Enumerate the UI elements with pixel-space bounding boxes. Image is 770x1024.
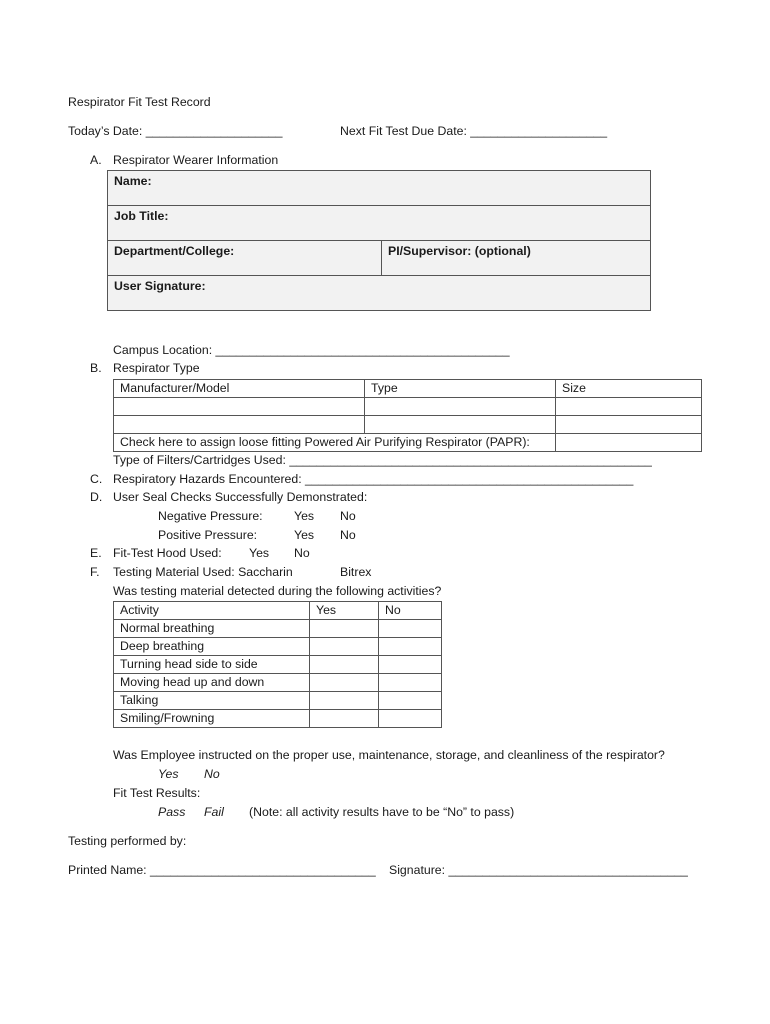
- table-row: [114, 620, 442, 638]
- column-header: Manufacturer/Model: [114, 380, 365, 398]
- hazards-field[interactable]: Respiratory Hazards Encountered: ________________________________________________: [113, 472, 634, 486]
- activity-yes-cell[interactable]: [310, 656, 379, 674]
- user-signature-label: User Signature:: [114, 279, 206, 293]
- section-a-letter: A.: [90, 153, 102, 167]
- activity-yes-cell[interactable]: [310, 638, 379, 656]
- fit-test-results-label: Fit Test Results:: [113, 786, 201, 800]
- user-signature-field[interactable]: [108, 276, 651, 311]
- supervisor-label: PI/Supervisor: (optional): [388, 244, 531, 258]
- positive-pressure-label: Positive Pressure:: [158, 528, 258, 542]
- respirator-type-table: [113, 379, 702, 452]
- table-header-row: [114, 380, 702, 398]
- instructed-no-option[interactable]: No: [204, 767, 220, 781]
- column-header: Yes: [310, 602, 379, 620]
- section-f-letter: F.: [90, 565, 100, 579]
- activity-label: Smiling/Frowning: [114, 710, 310, 728]
- filters-field[interactable]: Type of Filters/Cartridges Used: _____________________________________________________: [113, 453, 652, 467]
- detection-question: Was testing material detected during the following activities?: [113, 584, 442, 598]
- table-header-row: [114, 602, 442, 620]
- table-row: [114, 692, 442, 710]
- section-c-letter: C.: [90, 472, 103, 486]
- activity-yes-cell[interactable]: [310, 620, 379, 638]
- size-cell[interactable]: [556, 416, 702, 434]
- positive-yes-option[interactable]: Yes: [294, 528, 315, 542]
- table-row: [114, 710, 442, 728]
- todays-date-field[interactable]: Today’s Date: ____________________: [68, 124, 283, 138]
- manufacturer-cell[interactable]: [114, 398, 365, 416]
- activity-no-cell[interactable]: [379, 674, 442, 692]
- column-header: Type: [365, 380, 556, 398]
- fail-option[interactable]: Fail: [204, 805, 224, 819]
- activity-label: Normal breathing: [114, 620, 310, 638]
- section-b-letter: B.: [90, 361, 102, 375]
- manufacturer-cell[interactable]: [114, 416, 365, 434]
- hood-no-option[interactable]: No: [294, 546, 310, 560]
- activity-yes-cell[interactable]: [310, 674, 379, 692]
- pass-note: (Note: all activity results have to be “No” to pass): [249, 805, 515, 819]
- hood-yes-option[interactable]: Yes: [249, 546, 270, 560]
- activity-label: Moving head up and down: [114, 674, 310, 692]
- papr-label: Check here to assign loose fitting Powered Air Purifying Respirator (PAPR):: [114, 434, 556, 452]
- activity-no-cell[interactable]: [379, 656, 442, 674]
- seal-checks-heading: User Seal Checks Successfully Demonstrated:: [113, 490, 368, 504]
- size-cell[interactable]: [556, 398, 702, 416]
- activity-no-cell[interactable]: [379, 710, 442, 728]
- section-b-heading: Respirator Type: [113, 361, 200, 375]
- section-d-letter: D.: [90, 490, 103, 504]
- hood-used-label: Fit-Test Hood Used:: [113, 546, 222, 560]
- instructed-question: Was Employee instructed on the proper use, maintenance, storage, and cleanliness of the respirator?: [113, 748, 665, 762]
- table-row: [114, 674, 442, 692]
- table-row: [114, 656, 442, 674]
- positive-no-option[interactable]: No: [340, 528, 356, 542]
- testing-material-saccharin-option[interactable]: Testing Material Used: Saccharin: [113, 565, 293, 579]
- activity-no-cell[interactable]: [379, 620, 442, 638]
- job-title-label: Job Title:: [114, 209, 169, 223]
- pass-option[interactable]: Pass: [158, 805, 186, 819]
- table-row: [114, 638, 442, 656]
- document-title: Respirator Fit Test Record: [68, 95, 211, 109]
- name-label: Name:: [114, 174, 152, 188]
- table-row: [114, 416, 702, 434]
- supervisor-field[interactable]: [382, 241, 651, 276]
- department-label: Department/College:: [114, 244, 235, 258]
- activity-yes-cell[interactable]: [310, 710, 379, 728]
- activity-no-cell[interactable]: [379, 638, 442, 656]
- type-cell[interactable]: [365, 416, 556, 434]
- wearer-info-table: [107, 170, 651, 311]
- next-due-date-field[interactable]: Next Fit Test Due Date: ____________________: [340, 124, 608, 138]
- papr-row: [114, 434, 702, 452]
- section-a-heading: Respirator Wearer Information: [113, 153, 279, 167]
- column-header: No: [379, 602, 442, 620]
- column-header: Size: [556, 380, 702, 398]
- activity-label: Deep breathing: [114, 638, 310, 656]
- activity-no-cell[interactable]: [379, 692, 442, 710]
- campus-location-field[interactable]: Campus Location: ___________________________________________: [113, 343, 510, 357]
- section-e-letter: E.: [90, 546, 102, 560]
- activity-yes-cell[interactable]: [310, 692, 379, 710]
- department-field[interactable]: [108, 241, 382, 276]
- testing-material-bitrex-option[interactable]: Bitrex: [340, 565, 372, 579]
- activity-table: [113, 601, 442, 728]
- column-header: Activity: [114, 602, 310, 620]
- instructed-yes-option[interactable]: Yes: [158, 767, 179, 781]
- activity-label: Turning head side to side: [114, 656, 310, 674]
- printed-name-field[interactable]: Printed Name: _________________________________: [68, 863, 376, 877]
- type-cell[interactable]: [365, 398, 556, 416]
- activity-label: Talking: [114, 692, 310, 710]
- signature-field[interactable]: Signature: ___________________________________: [389, 863, 688, 877]
- job-title-field[interactable]: [108, 206, 651, 241]
- testing-performed-label: Testing performed by:: [68, 834, 187, 848]
- papr-checkbox-cell[interactable]: [556, 434, 702, 452]
- negative-pressure-label: Negative Pressure:: [158, 509, 263, 523]
- negative-no-option[interactable]: No: [340, 509, 356, 523]
- table-row: [114, 398, 702, 416]
- negative-yes-option[interactable]: Yes: [294, 509, 315, 523]
- name-field[interactable]: [108, 171, 651, 206]
